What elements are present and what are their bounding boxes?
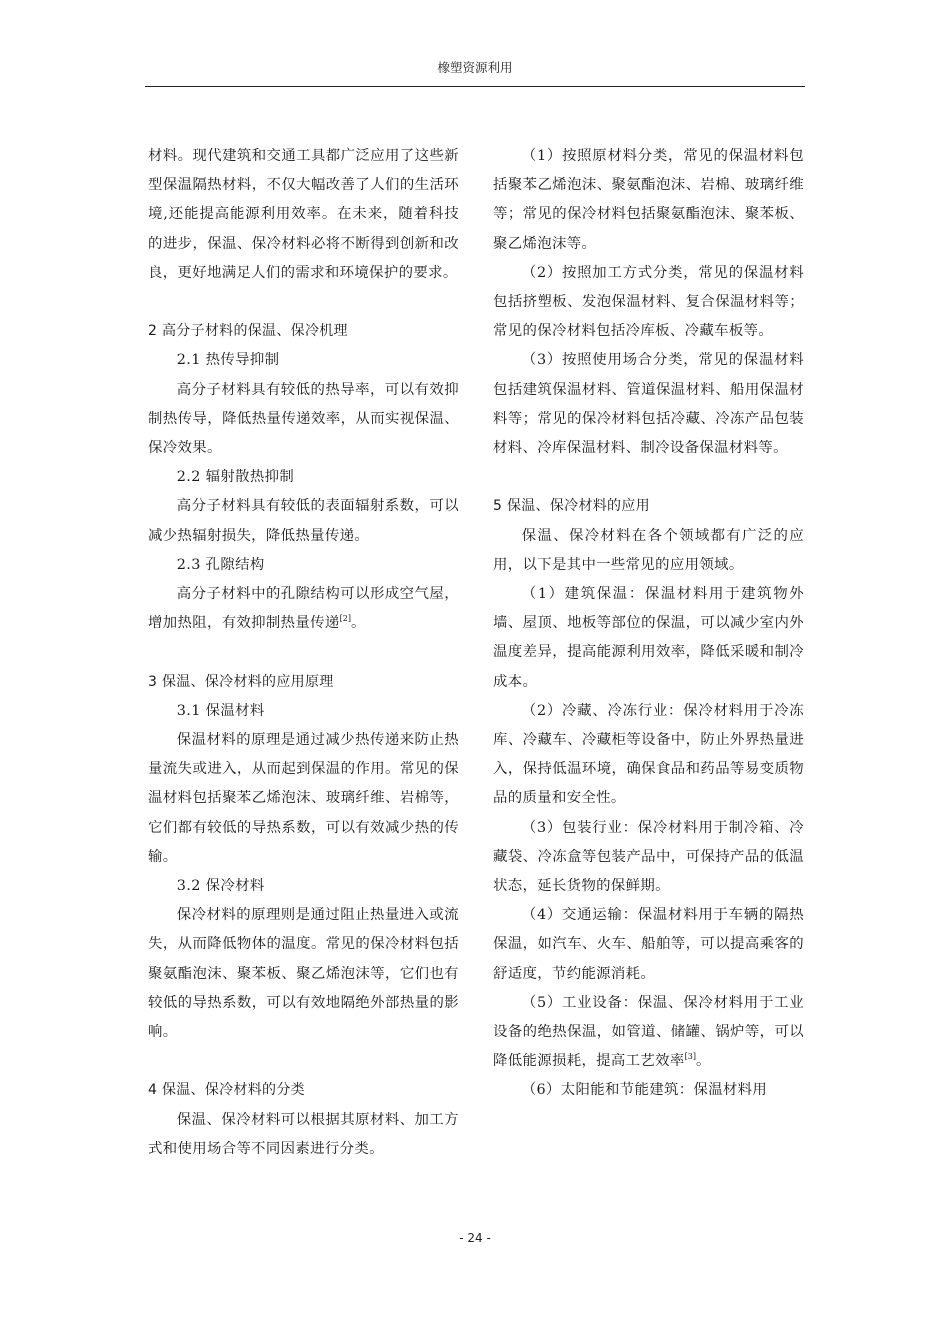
right-column — [493, 142, 804, 1106]
subsection-2-2-title: 2.2 辐射散热抑制 — [176, 469, 295, 486]
classification-item-3: （3）按照使用场合分类，常见的保温材料包括建筑保温材料、管道保温材料、船用保温材料等；常见的保冷材料包括冷藏、冷冻产品包装材料、冷库保温材料、制冷设备保温材料等。 — [493, 352, 804, 457]
classification-item-2: （2）按照加工方式分类，常见的保温材料包括挤塑板、发泡保温材料、复合保温材料等；常见的保冷材料包括冷库板、冷藏车板等。 — [493, 264, 804, 340]
application-item-3: （3）包装行业：保冷材料用于制冷箱、冷藏袋、冷冻盒等包装产品中，可保持产品的低温状态，延长货物的保鲜期。 — [493, 819, 804, 895]
subsection-3-1-text: 保温材料的原理是通过减少热传递来防止热量流失或进入，从而起到保温的作用。常见的保温材料包括聚苯乙烯泡沫、玻璃纤维、岩棉等，它们都有较低的导热系数，可以有效减少热的传输。 — [148, 732, 459, 865]
subsection-2-3-end: 。 — [350, 615, 366, 632]
application-item-2: （2）冷藏、冷冻行业：保冷材料用于冷冻库、冷藏车、冷藏柜等设备中，防止外界热量进入，保持低温环境，确保食品和药品等易变质物品的质量和安全性。 — [493, 702, 804, 807]
header-rule — [145, 86, 805, 87]
subsection-3-2-text: 保冷材料的原理则是通过阻止热量进入或流失，从而降低物体的温度。常见的保冷材料包括聚氨酯泡沫、聚苯板、聚乙烯泡沫等，它们也有较低的导热系数，可以有效地隔绝外部热量的影响。 — [148, 907, 459, 1041]
section-4-heading: 4 保温、保冷材料的分类 — [148, 1082, 305, 1099]
application-item-4: （4）交通运输：保温材料用于车辆的隔热保温，如汽车、火车、船舶等，可以提高乘客的舒适度，节约能源消耗。 — [493, 907, 804, 982]
section-5-heading: 5 保温、保冷材料的应用 — [493, 498, 650, 515]
section-2-heading: 2 高分子材料的保温、保冷机理 — [148, 323, 348, 340]
subsection-3-2-title: 3.2 保冷材料 — [176, 878, 265, 895]
page-number: - 24 - — [459, 1231, 491, 1245]
subsection-2-3-paragraph — [148, 580, 459, 638]
subsection-2-2-text: 高分子材料具有较低的表面辐射系数，可以减少热辐射损失，降低热量传递。 — [148, 498, 459, 544]
section-4-text: 保温、保冷材料可以根据其原材料、加工方式和使用场合等不同因素进行分类。 — [148, 1111, 459, 1157]
left-column — [148, 142, 459, 1164]
subsection-2-3-text: 高分子材料中的孔隙结构可以形成空气屋，增加热阻，有效抑制热量传递 — [148, 586, 459, 632]
application-item-5: （5）工业设备：保温、保冷材料用于工业设备的绝热保温，如管道、储罐、锅炉等，可以降低能源损耗，提高工艺效率 — [493, 994, 804, 1070]
application-item-1: （1）建筑保温：保温材料用于建筑物外墙、屋顶、地板等部位的保温，可以减少室内外温度差异，提高能源利用效率，降低采暖和制冷成本。 — [493, 586, 804, 690]
application-item-5-paragraph — [493, 989, 804, 1077]
section-5-intro: 保温、保冷材料在各个领域都有广泛的应用，以下是其中一些常见的应用领域。 — [493, 527, 804, 573]
running-header: 橡塑资源利用 — [437, 60, 513, 75]
application-item-6: （6）太阳能和节能建筑：保温材料用 — [521, 1082, 768, 1099]
citation-2: [2] — [339, 614, 351, 624]
citation-3: [3] — [684, 1052, 696, 1062]
subsection-2-1-title: 2.1 热传导抑制 — [176, 352, 280, 369]
section-3-heading: 3 保温、保冷材料的应用原理 — [148, 673, 334, 690]
intro-paragraph: 材料。现代建筑和交通工具都广泛应用了这些新型保温隔热材料，不仅大幅改善了人们的生活环境,还能提高能源利用效率。在未来，随着科技的进步，保温、保冷材料必将不断得到创新和改良，更好地满足人们的需求和环境保护的要求。 — [148, 148, 459, 281]
subsection-2-1-text: 高分子材料具有较低的热导率，可以有效抑制热传导，降低热量传递效率，从而实视保温、保冷效果。 — [148, 381, 459, 457]
application-item-5-end: 。 — [695, 1053, 711, 1070]
classification-item-1: （1）按照原材料分类，常见的保温材料包括聚苯乙烯泡沫、聚氨酯泡沫、岩棉、玻璃纤维等；常见的保冷材料包括聚氨酯泡沫、聚苯板、聚乙烯泡沫等。 — [493, 148, 804, 252]
subsection-3-1-title: 3.1 保温材料 — [176, 702, 265, 719]
subsection-2-3-title: 2.3 孔隙结构 — [176, 556, 265, 573]
